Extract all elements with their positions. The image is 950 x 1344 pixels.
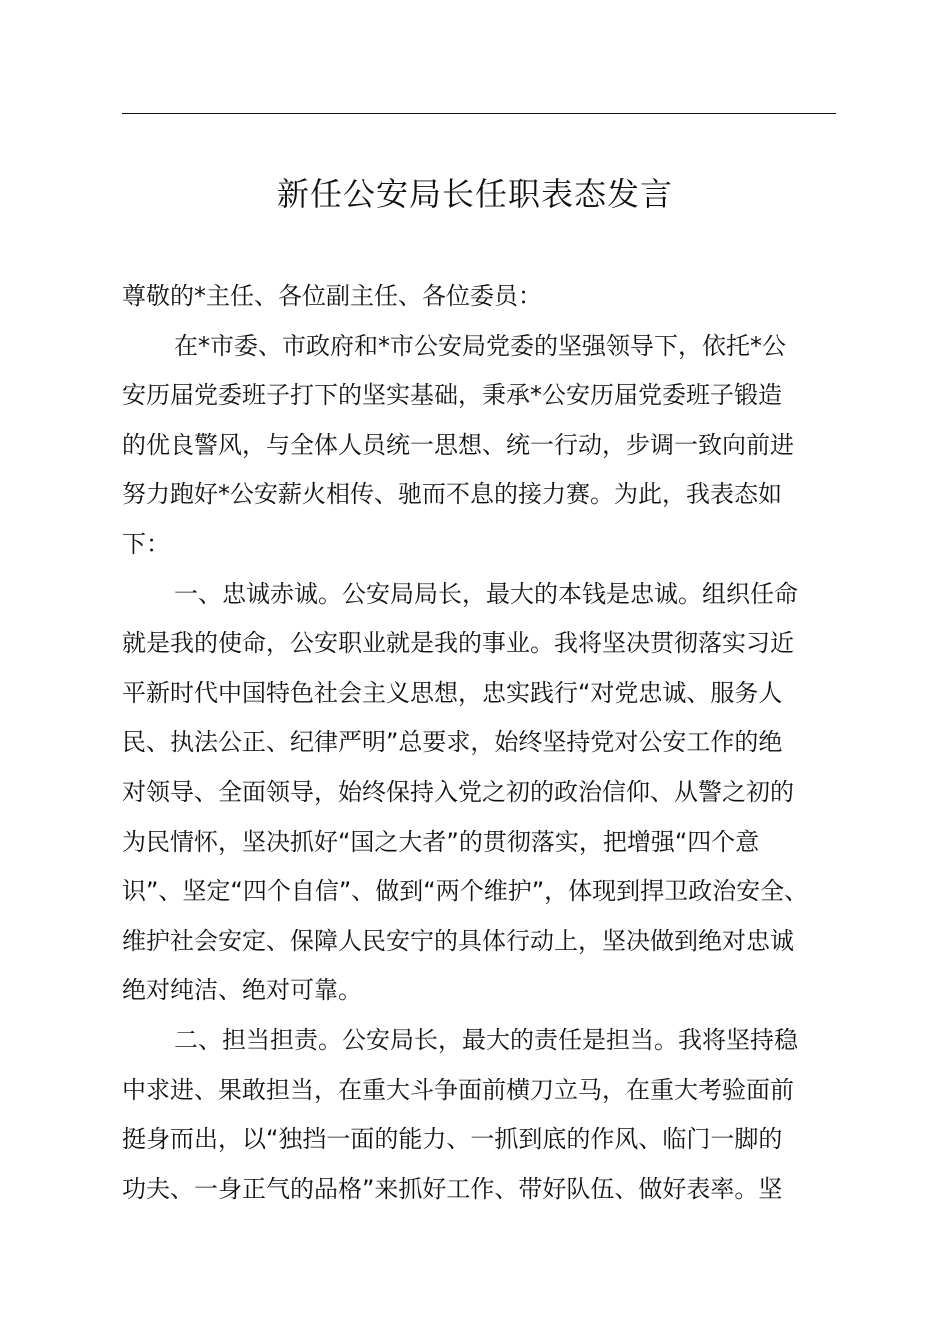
paragraph-line: 民、执法公正、纪律严明”总要求，始终坚持党对公安工作的绝 <box>122 728 783 757</box>
paragraph-line: 一、忠诚赤诚。公安局局长，最大的本钱是忠诚。组织任命 <box>174 579 798 608</box>
paragraph-line: 为民情怀，坚决抓好“国之大者”的贯彻落实，把增强“四个意 <box>122 827 760 856</box>
paragraph-line: 安历届党委班子打下的坚实基础，秉承*公安历届党委班子锻造 <box>122 381 782 410</box>
paragraph-line: 功夫、一身正气的品格”来抓好工作、带好队伍、做好表率。坚 <box>122 1174 783 1203</box>
paragraph-line: 二、担当担责。公安局长，最大的责任是担当。我将坚持稳 <box>174 1025 798 1054</box>
paragraph-line: 就是我的使命，公安职业就是我的事业。我将坚决贯彻落实习近 <box>122 629 794 658</box>
paragraph-line: 平新时代中国特色社会主义思想，忠实践行“对党忠诚、服务人 <box>122 678 783 707</box>
paragraph-line: 对领导、全面领导，始终保持入党之初的政治信仰、从警之初的 <box>122 777 794 806</box>
paragraph-line: 下： <box>122 529 170 558</box>
paragraph-line: 努力跑好*公安薪火相传、驰而不息的接力赛。为此，我表态如 <box>122 480 782 509</box>
paragraph-line: 挺身而出，以“独挡一面的能力、一抓到底的作风、临门一脚的 <box>122 1125 783 1154</box>
paragraph-line: 的优良警风，与全体人员统一思想、统一行动，步调一致向前进 <box>122 430 794 459</box>
paragraph-line: 在*市委、市政府和*市公安局党委的坚强领导下，依托*公 <box>174 331 786 360</box>
paragraph-line: 绝对纯洁、绝对可靠。 <box>122 976 362 1005</box>
paragraph-line: 中求进、果敢担当，在重大斗争面前横刀立马，在重大考验面前 <box>122 1075 794 1104</box>
salutation-line: 尊敬的*主任、各位副主任、各位委员： <box>122 282 542 310</box>
top-divider <box>122 113 836 114</box>
paragraph-line: 识”、坚定“四个自信”、做到“两个维护”，体现到捍卫政治安全、 <box>122 877 809 906</box>
paragraph-line: 维护社会安定、保障人民安宁的具体行动上，坚决做到绝对忠诚 <box>122 926 794 955</box>
speech-body <box>122 272 840 1214</box>
page-title: 新任公安局长任职表态发言 <box>276 175 673 213</box>
